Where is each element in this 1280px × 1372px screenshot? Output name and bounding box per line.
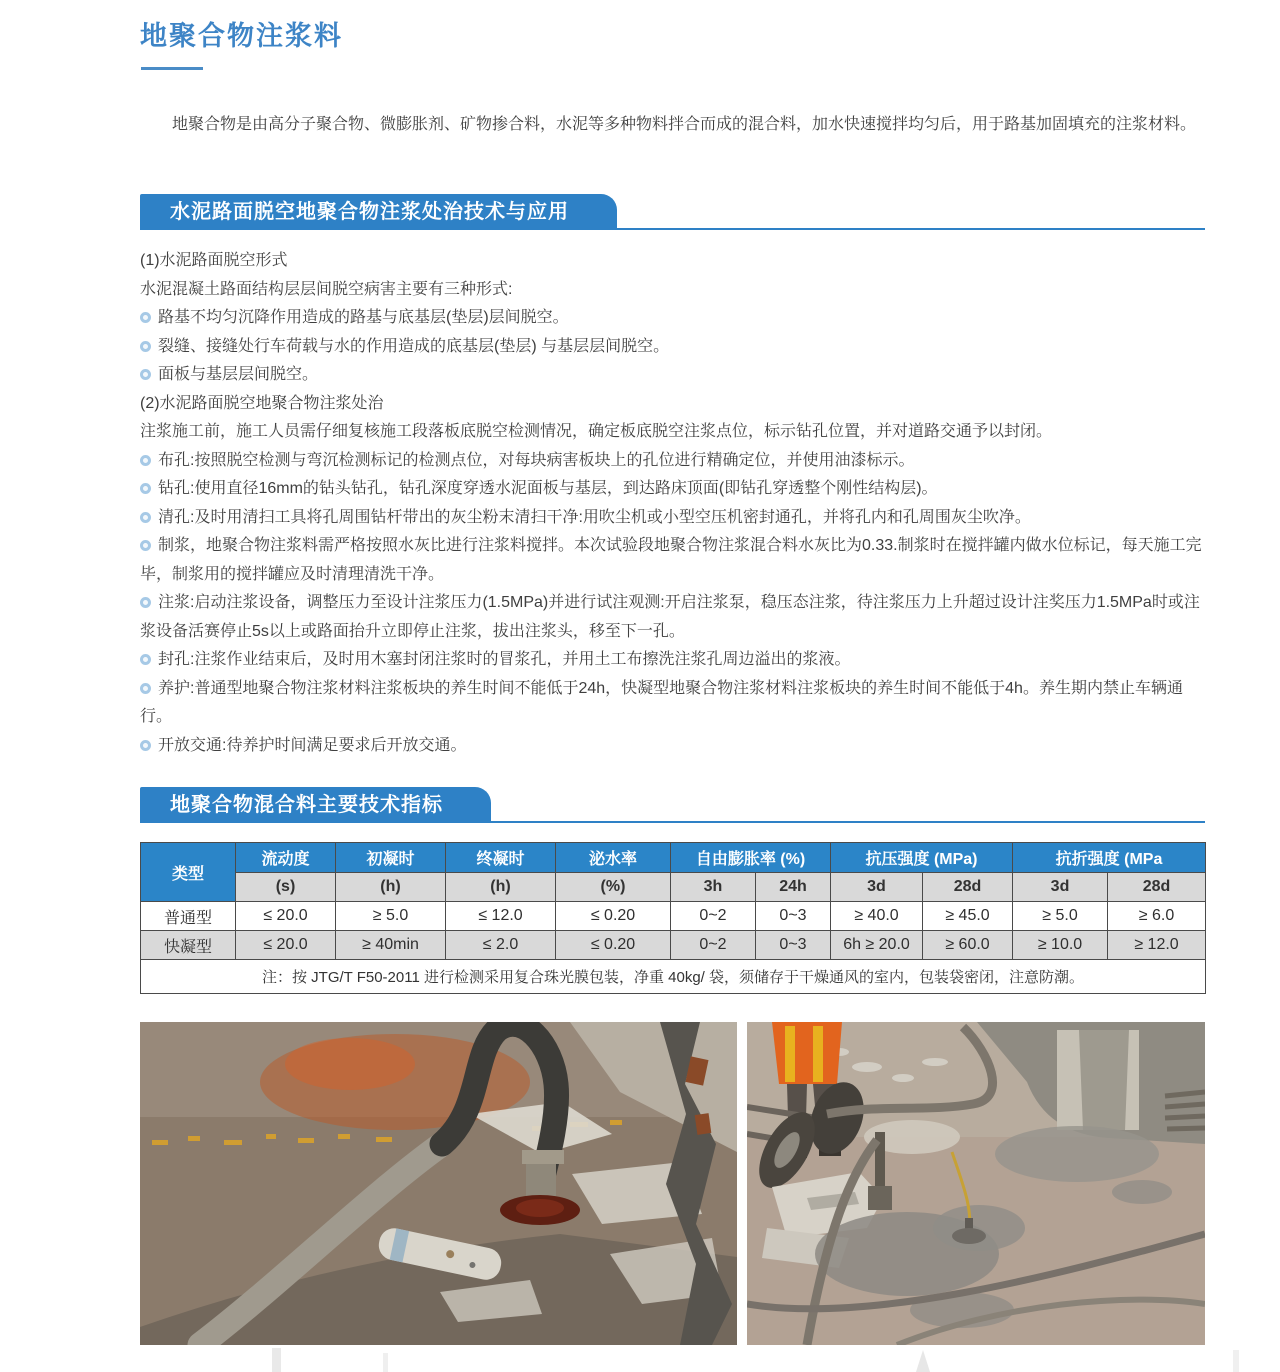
ring-bullet-icon bbox=[140, 455, 151, 466]
title-underline bbox=[141, 67, 203, 70]
bullet-text: 裂缝、接缝处行车荷载与水的作用造成的底基层(垫层) 与基层层间脱空。 bbox=[158, 337, 670, 355]
ring-bullet-icon bbox=[140, 483, 151, 494]
bullet-text: 面板与基层层间脱空。 bbox=[158, 366, 319, 383]
cutoff-graphic-fragment bbox=[916, 1350, 930, 1372]
cell: ≤ 0.20 bbox=[556, 931, 671, 960]
bullet-item-制浆 bbox=[140, 532, 1208, 589]
ring-bullet-icon bbox=[140, 597, 151, 608]
bullet-item-注浆 bbox=[140, 589, 1208, 646]
technical-spec-table bbox=[140, 842, 1206, 994]
cell: ≥ 10.0 bbox=[1013, 931, 1108, 960]
ring-bullet-icon bbox=[140, 341, 151, 352]
cell: ≤ 0.20 bbox=[556, 902, 671, 931]
bullet-item-路基沉降 bbox=[140, 304, 1208, 333]
cutoff-graphic-fragment bbox=[1233, 1350, 1239, 1372]
section2-banner: 地聚合物混合料主要技术指标 bbox=[140, 787, 491, 823]
paragraph-注浆施工前: 注浆施工前，施工人员需仔细复核施工段落板底脱空检测情况，确定板底脱空注浆点位，标示钻孔位置，并对道路交通予以封闭。 bbox=[140, 423, 1053, 440]
bullet-item-布孔 bbox=[140, 447, 1208, 476]
table-note-row bbox=[141, 960, 1206, 994]
section1-content bbox=[140, 247, 1208, 760]
bullet-text: 清孔:及时用清扫工具将孔周围钻杆带出的灰尘粉末清扫干净:用吹尘机或小型空压机密封通孔，并将孔内和孔周围灰尘吹净。 bbox=[158, 508, 1031, 526]
bullet-item-钻孔 bbox=[140, 475, 1208, 504]
bullet-item-开放交通 bbox=[140, 732, 1208, 761]
cell: ≥ 5.0 bbox=[336, 902, 446, 931]
bullet-item-裂缝接缝 bbox=[140, 333, 1208, 362]
bullet-item-封孔 bbox=[140, 646, 1208, 675]
cell: ≥ 60.0 bbox=[923, 931, 1013, 960]
bullet-item-面板基层 bbox=[140, 361, 1208, 390]
table-row-normal-type bbox=[141, 902, 1206, 931]
unit-3d-comp: 3d bbox=[831, 873, 923, 902]
section1-banner: 水泥路面脱空地聚合物注浆处治技术与应用 bbox=[140, 194, 617, 230]
col-header-type: 类型 bbox=[141, 843, 236, 902]
cell: ≤ 20.0 bbox=[236, 931, 336, 960]
paragraph-注浆处治: (2)水泥路面脱空地聚合物注浆处治 bbox=[140, 394, 384, 412]
cell: ≥ 12.0 bbox=[1108, 931, 1206, 960]
col-header-final-set: 终凝时 bbox=[446, 843, 556, 873]
unit-s: (s) bbox=[236, 873, 336, 902]
cell: 0~3 bbox=[756, 931, 831, 960]
bullet-text: 布孔:按照脱空检测与弯沉检测标记的检测点位，对每块病害板块上的孔位进行精确定位，并使用油漆标示。 bbox=[158, 451, 915, 469]
ring-bullet-icon bbox=[140, 740, 151, 751]
unit-3h: 3h bbox=[671, 873, 756, 902]
table-header-row-1 bbox=[141, 843, 1206, 873]
unit-h1: (h) bbox=[336, 873, 446, 902]
intro-paragraph: 地聚合物是由高分子聚合物、微膨胀剂、矿物掺合料，水泥等多种物料拌合而成的混合料，加水快速搅拌均匀后，用于路基加固填充的注浆材料。 bbox=[172, 116, 1197, 133]
bullet-text: 路基不均匀沉降作用造成的路基与底基层(垫层)层间脱空。 bbox=[158, 309, 569, 326]
table-row-fast-set-type bbox=[141, 931, 1206, 960]
unit-24h: 24h bbox=[756, 873, 831, 902]
paragraph-脱空形式: (1)水泥路面脱空形式 bbox=[140, 252, 288, 269]
photo-left-illustration bbox=[140, 1022, 737, 1345]
col-header-bleeding: 泌水率 bbox=[556, 843, 671, 873]
unit-28d-comp: 28d bbox=[923, 873, 1013, 902]
cell: ≤ 2.0 bbox=[446, 931, 556, 960]
cell: ≥ 40min bbox=[336, 931, 446, 960]
cell: 6h ≥ 20.0 bbox=[831, 931, 923, 960]
ring-bullet-icon bbox=[140, 512, 151, 523]
bullet-text: 注浆:启动注浆设备，调整压力至设计注浆压力(1.5MPa)并进行试注观测:开启注浆泵，稳压态注浆，待注浆压力上升超过设计注奖压力1.5MPa时或注浆设备活赛停止5s以上或路面抬升立即停止注浆，拔出注浆头，移至下一孔。 bbox=[140, 594, 1200, 640]
col-header-compressive: 抗压强度 (MPa) bbox=[831, 843, 1013, 873]
injection-fitting bbox=[522, 1150, 564, 1164]
section2-banner-row bbox=[140, 787, 1205, 823]
ring-bullet-icon bbox=[140, 540, 151, 551]
cell: ≤ 12.0 bbox=[446, 902, 556, 931]
paragraph-三种形式: 水泥混凝土路面结构层层间脱空病害主要有三种形式: bbox=[140, 280, 513, 298]
row-label: 普通型 bbox=[141, 902, 236, 931]
row-label: 快凝型 bbox=[141, 931, 236, 960]
unit-pct: (%) bbox=[556, 873, 671, 902]
cell: ≤ 20.0 bbox=[236, 902, 336, 931]
cell: 0~2 bbox=[671, 902, 756, 931]
section1-banner-row bbox=[140, 194, 1205, 230]
col-header-initial-set: 初凝时 bbox=[336, 843, 446, 873]
table-header-row-2 bbox=[141, 873, 1206, 902]
col-header-expansion: 自由膨胀率 (%) bbox=[671, 843, 831, 873]
ring-bullet-icon bbox=[140, 312, 151, 323]
construction-site-grouting-work-photo bbox=[747, 1022, 1205, 1345]
bullet-text: 开放交通:待养护时间满足要求后开放交通。 bbox=[158, 736, 467, 754]
photo-right-illustration bbox=[747, 1022, 1205, 1345]
bullet-item-清孔 bbox=[140, 504, 1208, 533]
col-header-fluidity: 流动度 bbox=[236, 843, 336, 873]
bullet-text: 封孔:注浆作业结束后，及时用木塞封闭注浆时的冒浆孔，并用土工布擦洗注浆孔周边溢出的浆液。 bbox=[158, 651, 851, 668]
ring-bullet-icon bbox=[140, 683, 151, 694]
page-title: 地聚合物注浆料 bbox=[140, 21, 343, 51]
cell: ≥ 40.0 bbox=[831, 902, 923, 931]
bullet-item-养护 bbox=[140, 675, 1208, 732]
cutoff-graphic-fragment bbox=[383, 1353, 388, 1372]
unit-3d-flex: 3d bbox=[1013, 873, 1108, 902]
bullet-text: 钻孔:使用直径16mm的钻头钻孔，钻孔深度穿透水泥面板与基层，到达路床顶面(即钻孔穿透整个刚性结构层)。 bbox=[158, 480, 938, 497]
table-note: 注：按 JTG/T F50-2011 进行检测采用复合珠光膜包装，净重 40kg/ 袋，须储存于干燥通风的室内，包装袋密闭，注意防潮。 bbox=[141, 960, 1206, 994]
ring-bullet-icon bbox=[140, 369, 151, 380]
ring-bullet-icon bbox=[140, 654, 151, 665]
cell: 0~3 bbox=[756, 902, 831, 931]
cell: ≥ 5.0 bbox=[1013, 902, 1108, 931]
bullet-text: 养护:普通型地聚合物注浆材料注浆板块的养生时间不能低于24h，快凝型地聚合物注浆材料注浆板块的养生时间不能低于4h。养生期内禁止车辆通行。 bbox=[140, 679, 1183, 725]
unit-28d-flex: 28d bbox=[1108, 873, 1206, 902]
cell: ≥ 45.0 bbox=[923, 902, 1013, 931]
grouting-hose-and-injection-hole-photo bbox=[140, 1022, 737, 1345]
cutoff-graphic-fragment bbox=[272, 1348, 281, 1372]
cell: 0~2 bbox=[671, 931, 756, 960]
bullet-text: 制浆，地聚合物注浆料需严格按照水灰比进行注浆料搅拌。本次试验段地聚合物注浆混合料水灰比为0.33.制浆时在搅拌罐内做水位标记，每天施工完毕，制浆用的搅拌罐应及时清理清洗干净。 bbox=[140, 537, 1202, 583]
unit-h2: (h) bbox=[446, 873, 556, 902]
cell: ≥ 6.0 bbox=[1108, 902, 1206, 931]
col-header-flexural: 抗折强度 (MPa bbox=[1013, 843, 1206, 873]
grout-mound bbox=[952, 1228, 986, 1244]
